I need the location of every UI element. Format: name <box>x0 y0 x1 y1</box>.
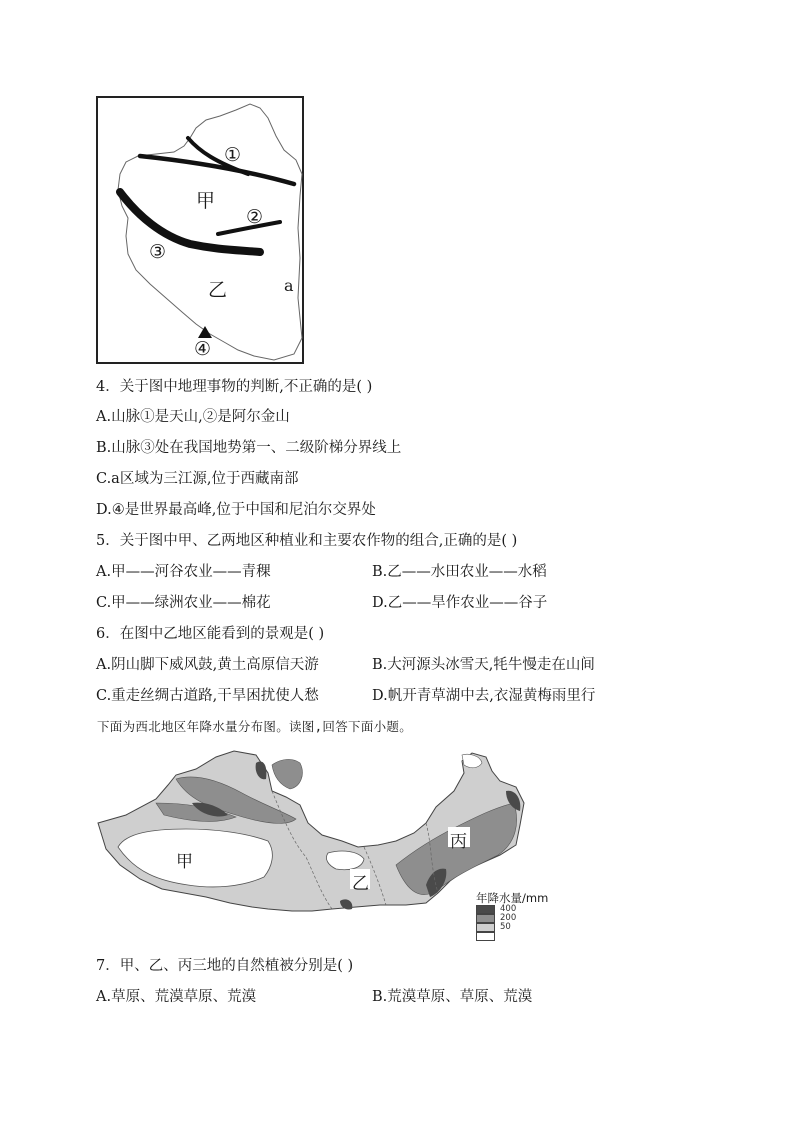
map2-label-bing: 丙 <box>450 832 467 852</box>
label-region-jia: 甲 <box>196 190 216 212</box>
legend-swatch-lowest <box>476 932 495 941</box>
question-6-option-c[interactable]: C.重走丝绸古道路,干旱困扰使人愁 <box>96 688 319 704</box>
label-region-a: a <box>284 276 294 295</box>
question-6-stem: 6．在图中乙地区能看到的景观是( ) <box>96 626 325 642</box>
question-6-option-d[interactable]: D.帆开青草湖中去,衣湿黄梅雨里行 <box>372 688 596 704</box>
question-5-option-d[interactable]: D.乙——旱作农业——谷子 <box>372 595 548 611</box>
question-5-option-c[interactable]: C.甲——绿洲农业——棉花 <box>96 595 271 611</box>
label-range-3: ③ <box>149 241 167 263</box>
label-range-1: ① <box>224 144 242 166</box>
question-4-option-b[interactable]: B.山脉③处在我国地势第一、二级阶梯分界线上 <box>96 440 402 456</box>
region-map-drawing <box>98 98 304 364</box>
label-peak-4: ④ <box>194 338 212 360</box>
peak-triangle-icon <box>198 326 212 338</box>
question-7-stem: 7．甲、乙、丙三地的自然植被分别是( ) <box>96 958 354 974</box>
map2-label-yi: 乙 <box>352 874 369 894</box>
question-4-stem: 4．关于图中地理事物的判断,不正确的是( ) <box>96 379 373 395</box>
question-6-option-a[interactable]: A.阴山脚下威风鼓,黄土高原信天游 <box>96 657 319 673</box>
question-6-option-b[interactable]: B.大河源头冰雪天,牦牛慢走在山间 <box>372 657 595 673</box>
mountain-range-3 <box>120 192 260 252</box>
legend-swatch-50 <box>476 923 495 932</box>
legend-value-200: 200 <box>500 913 517 923</box>
map-intro-text: 下面为西北地区年降水量分布图。读图,回答下面小题。 <box>97 719 413 734</box>
region-outline <box>118 104 302 360</box>
legend-row-200 <box>476 914 566 923</box>
label-range-2: ② <box>246 206 264 228</box>
question-7-option-a[interactable]: A.草原、荒漠草原、荒漠 <box>96 989 257 1005</box>
question-5-stem: 5．关于图中甲、乙两地区种植业和主要农作物的组合,正确的是( ) <box>96 533 518 549</box>
question-5-option-b[interactable]: B.乙——水田农业——水稻 <box>372 564 547 580</box>
legend-row-400 <box>476 905 566 914</box>
map2-label-jia: 甲 <box>176 852 193 872</box>
question-5-option-a[interactable]: A.甲——河谷农业——青稞 <box>96 564 271 580</box>
legend-swatch-200 <box>476 914 495 923</box>
question-4-option-d[interactable]: D.④是世界最高峰,位于中国和尼泊尔交界处 <box>96 502 376 518</box>
legend-value-400: 400 <box>500 904 517 914</box>
question-7-option-b[interactable]: B.荒漠草原、草原、荒漠 <box>372 989 533 1005</box>
question-4-option-c[interactable]: C.a区域为三江源,位于西藏南部 <box>96 471 299 487</box>
legend-row-50 <box>476 923 566 932</box>
precipitation-legend <box>476 891 566 941</box>
region-map <box>96 96 304 364</box>
humid-belt-altai <box>272 759 302 789</box>
legend-row-lowest <box>476 932 566 941</box>
legend-title: 年降水量/mm <box>476 891 549 905</box>
legend-value-50: 50 <box>500 922 511 932</box>
label-region-yi: 乙 <box>208 279 228 301</box>
question-4-option-a[interactable]: A.山脉①是天山,②是阿尔金山 <box>96 409 290 425</box>
legend-swatch-400 <box>476 905 495 914</box>
